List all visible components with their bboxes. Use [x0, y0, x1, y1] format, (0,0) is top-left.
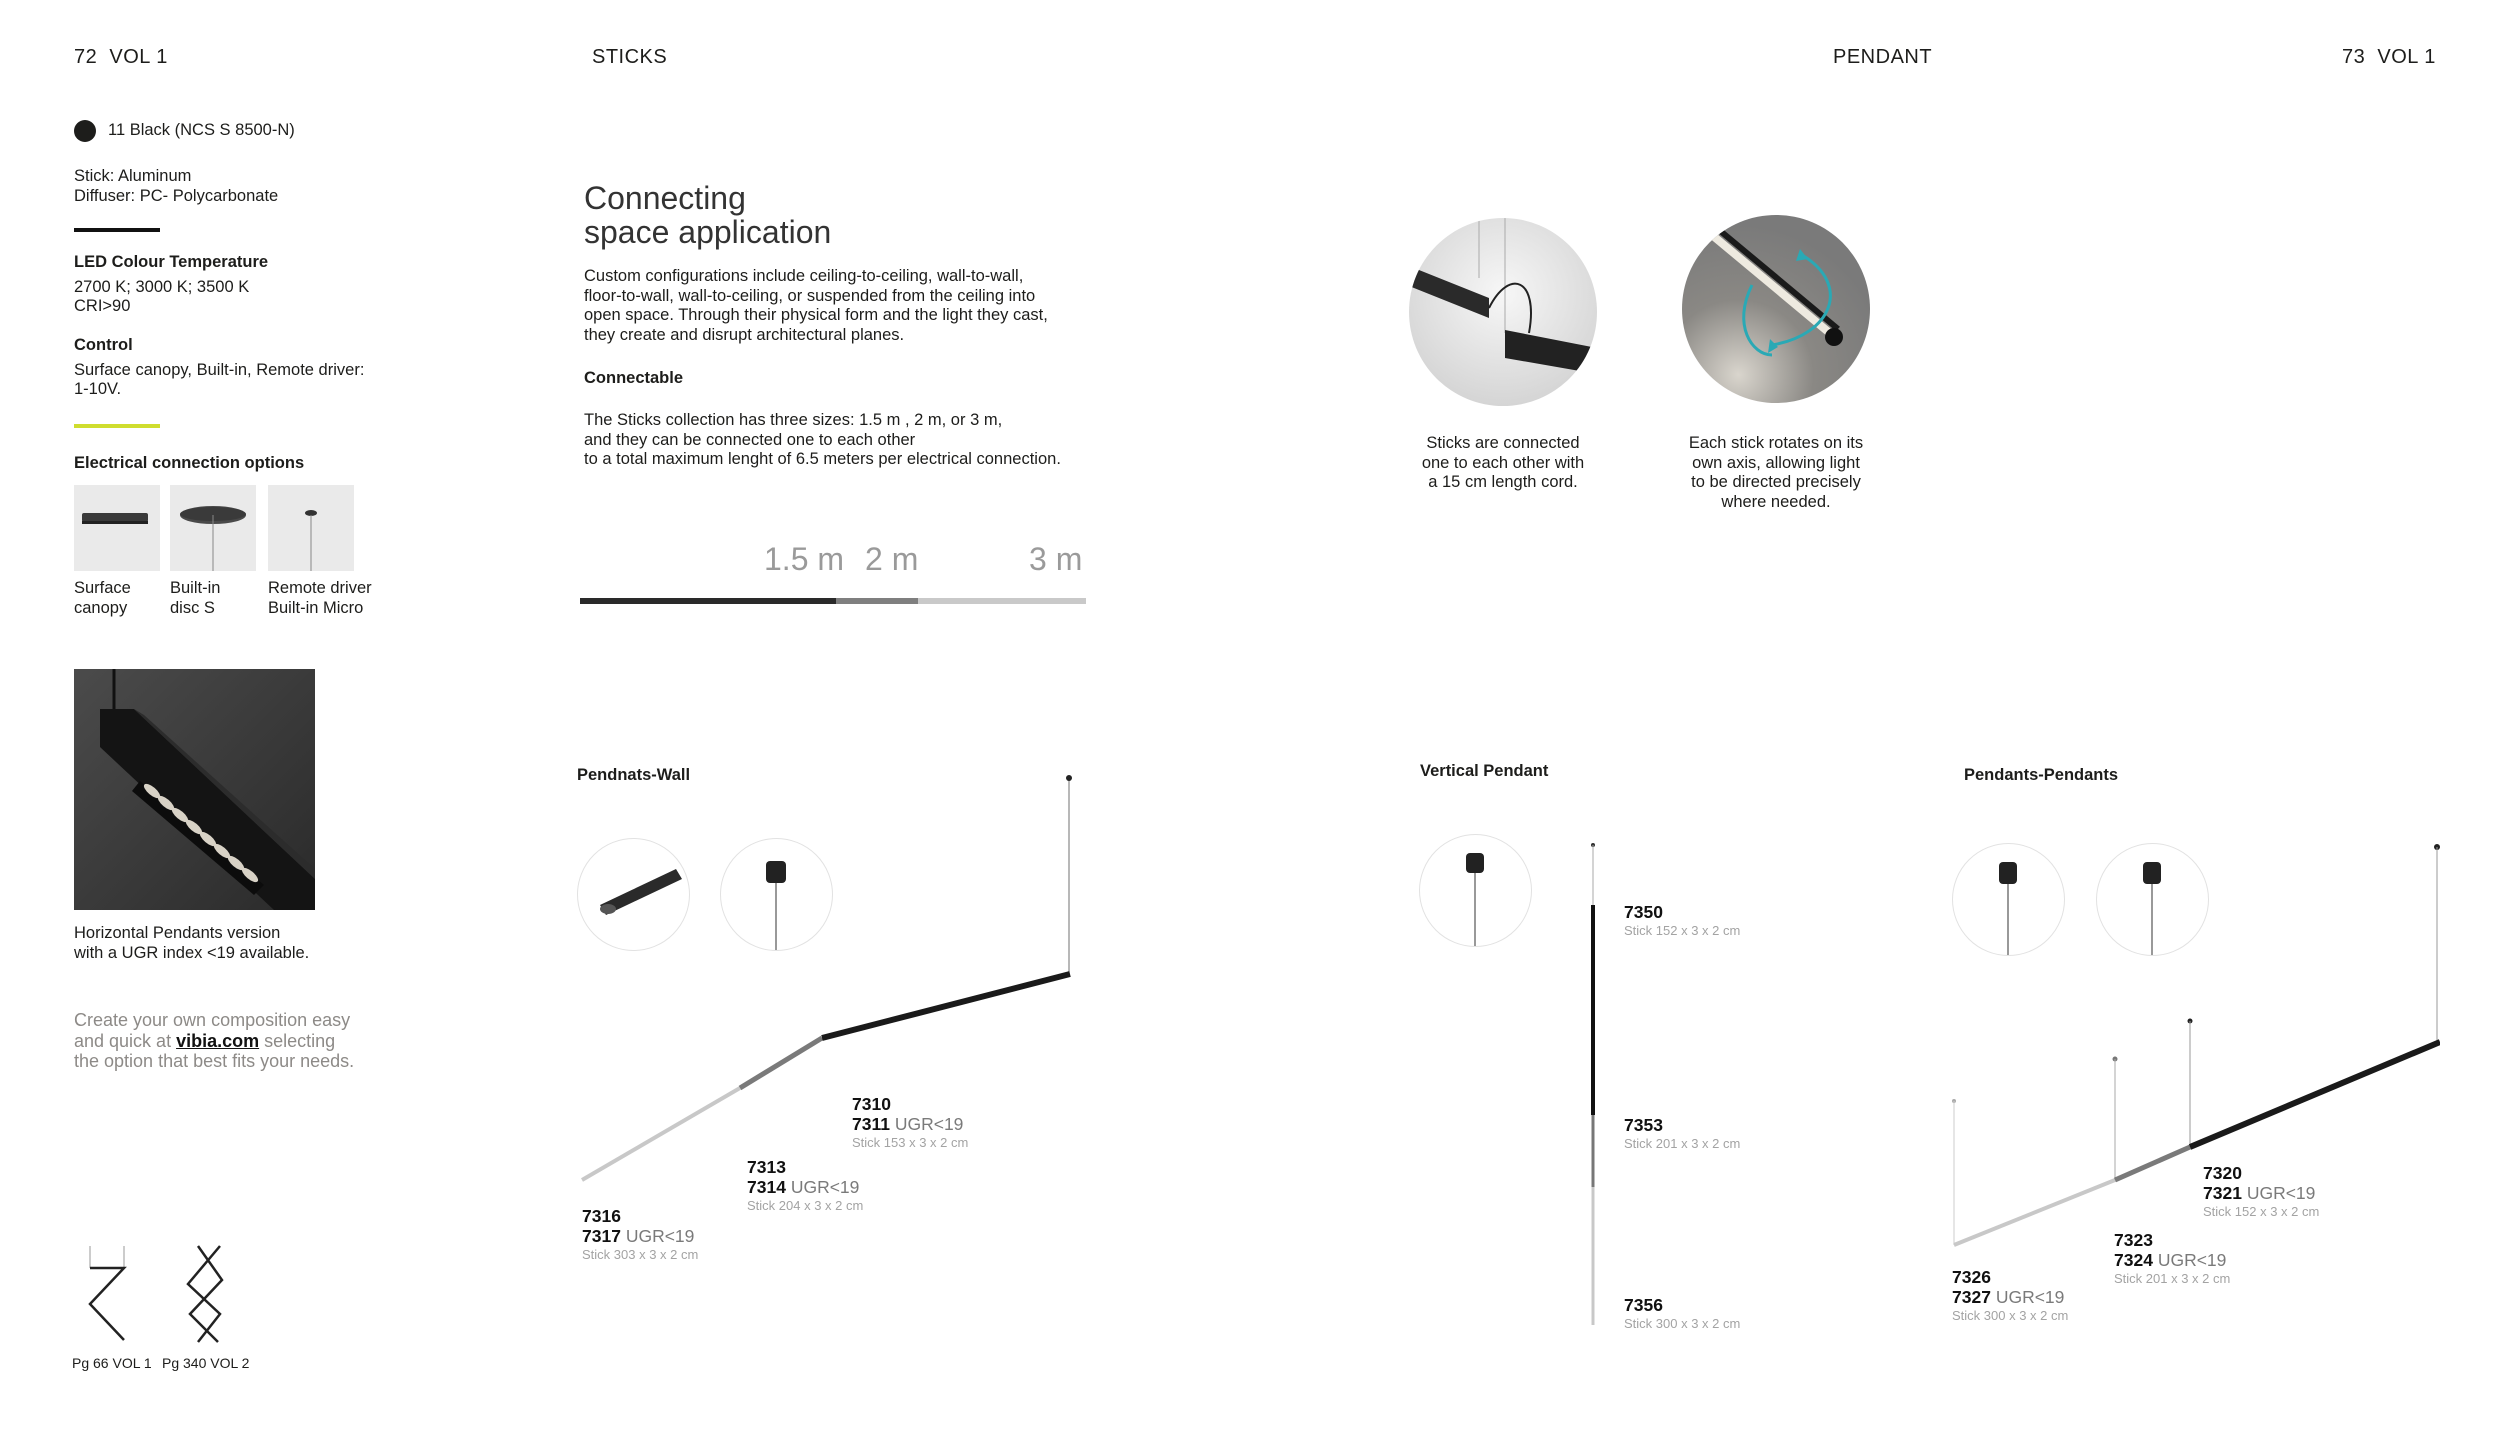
cta-text: Create your own composition easy and quick at vibia.com selecting the option that best fits your needs.	[74, 1010, 355, 1071]
sizes-bar	[580, 598, 1086, 604]
product-dimensions: Stick 201 x 3 x 2 cm	[1624, 1136, 1741, 1151]
ugr-label: UGR<19	[625, 1226, 695, 1246]
right-page-number: 73 VOL 1	[2342, 46, 2436, 68]
product-7316	[582, 1206, 698, 1264]
material-stick: Stick: Aluminum	[74, 167, 192, 185]
ugr-product-photo	[74, 669, 315, 910]
product-code: 7320	[2203, 1163, 2242, 1183]
vertical-pendant-heading: Vertical Pendant	[1420, 762, 1549, 780]
color-swatch	[74, 120, 96, 142]
product-code: 7313	[747, 1157, 786, 1177]
ugr-label: UGR<19	[2157, 1250, 2227, 1270]
product-code: 7310	[852, 1094, 891, 1114]
product-7310	[852, 1094, 968, 1152]
option-label-built-in-disc: Built-in disc S	[170, 579, 221, 617]
product-7323	[2114, 1230, 2230, 1288]
product-code: 7350	[1624, 902, 1663, 922]
product-7326	[1952, 1267, 2068, 1325]
intro-title: Connecting space application	[584, 180, 832, 250]
materials	[74, 167, 278, 206]
control-section	[74, 336, 394, 400]
vertical-pendant-diagram	[1580, 835, 1610, 1335]
size-label-3m: 3 m	[1029, 541, 1083, 577]
product-dimensions: Stick 303 x 3 x 2 cm	[582, 1247, 699, 1262]
connectable-text: The Sticks collection has three sizes: 1.5 m , 2 m, or 3 m, and they can be connected one to each other to a total maximum lenght of 6.5 meters per electrical connection.	[584, 411, 1061, 468]
product-7356	[1624, 1295, 1740, 1333]
control-values: Surface canopy, Built-in, Remote driver: 1-10V.	[74, 360, 365, 398]
product-7320	[2203, 1163, 2319, 1221]
ugr-label: UGR<19	[894, 1114, 964, 1134]
option-label-surface-canopy: Surface canopy	[74, 579, 131, 617]
ugr-label: UGR<19	[2246, 1183, 2316, 1203]
size-label-1-5m: 1.5 m	[764, 541, 845, 577]
product-code-ugr: 7324	[2114, 1250, 2153, 1270]
product-dimensions: Stick 204 x 3 x 2 cm	[747, 1198, 864, 1213]
product-code-ugr: 7311	[852, 1114, 890, 1134]
built-in-disc-image	[170, 485, 256, 571]
connectable-heading: Connectable	[584, 369, 684, 387]
led-values: 2700 K; 3000 K; 3500 K	[74, 277, 250, 296]
reference-zigzag-icon	[84, 1244, 134, 1344]
ugr-note: Horizontal Pendants version with a UGR index <19 available.	[74, 924, 310, 962]
rotation-detail-photo	[1682, 215, 1870, 403]
rotate-caption: Each stick rotates on its own axis, allowing light to be directed precisely where needed.	[1688, 434, 1864, 511]
product-code: 7323	[2114, 1230, 2153, 1250]
size-label-2m: 2 m	[865, 541, 919, 577]
product-7353	[1624, 1115, 1740, 1153]
product-code-ugr: 7317	[582, 1226, 621, 1246]
connector-detail-photo	[1409, 218, 1597, 406]
ugr-label: UGR<19	[1995, 1287, 2065, 1307]
product-dimensions: Stick 152 x 3 x 2 cm	[1624, 923, 1741, 938]
product-dimensions: Stick 153 x 3 x 2 cm	[852, 1135, 969, 1150]
right-section-title: PENDANT	[1833, 46, 1933, 68]
led-heading: LED Colour Temperature	[74, 253, 269, 271]
product-code: 7353	[1624, 1115, 1663, 1135]
electrical-heading: Electrical connection options	[74, 454, 305, 472]
control-heading: Control	[74, 336, 133, 354]
size-bar-3m	[918, 598, 1086, 604]
left-section-title: STICKS	[592, 46, 668, 68]
product-code-ugr: 7314	[747, 1177, 786, 1197]
product-7350	[1624, 902, 1740, 940]
surface-canopy-image	[74, 485, 160, 571]
intro-paragraph: Custom configurations include ceiling-to-ceiling, wall-to-wall, floor-to-wall, wall-to-ceiling, or suspended from the ceiling into open space. Through their physical form and the light they cast, they create and disrupt architectural planes.	[584, 267, 1048, 344]
divider-yellow	[74, 424, 160, 428]
product-dimensions: Stick 152 x 3 x 2 cm	[2203, 1204, 2320, 1219]
product-dimensions: Stick 201 x 3 x 2 cm	[2114, 1271, 2231, 1286]
product-dimensions: Stick 300 x 3 x 2 cm	[1624, 1316, 1741, 1331]
product-code: 7326	[1952, 1267, 1991, 1287]
remote-driver-image	[268, 485, 354, 571]
product-7313	[747, 1157, 863, 1215]
pendants-wall-diagram	[570, 770, 1080, 1200]
led-section	[74, 253, 268, 317]
pendants-wall-heading: Pendnats-Wall	[577, 766, 691, 784]
vibia-link[interactable]: vibia.com	[176, 1030, 260, 1051]
reference-cross-icon	[180, 1244, 230, 1344]
size-bar-1-5m	[580, 598, 836, 604]
material-diffuser: Diffuser: PC- Polycarbonate	[74, 186, 279, 205]
pendants-pendants-heading: Pendants-Pendants	[1964, 766, 2119, 784]
reference-page-1: Pg 66 VOL 1	[72, 1355, 152, 1371]
ugr-label: UGR<19	[790, 1177, 860, 1197]
pendants-pendants-diagram	[1940, 835, 2440, 1255]
product-code: 7316	[582, 1206, 621, 1226]
vertical-canopy-icon	[1419, 834, 1532, 947]
reference-page-2: Pg 340 VOL 2	[162, 1355, 250, 1371]
option-label-remote-driver: Remote driver Built-in Micro	[268, 579, 372, 617]
connect-caption: Sticks are connected one to each other with a 15 cm length cord.	[1421, 434, 1585, 491]
led-cri: CRI>90	[74, 297, 131, 315]
color-label: 11 Black (NCS S 8500-N)	[108, 121, 295, 139]
left-page-number: 72 VOL 1	[74, 46, 168, 68]
product-code-ugr: 7321	[2203, 1183, 2242, 1203]
product-dimensions: Stick 300 x 3 x 2 cm	[1952, 1308, 2069, 1323]
product-code-ugr: 7327	[1952, 1287, 1991, 1307]
size-bar-2m	[836, 598, 918, 604]
divider-black	[74, 228, 160, 232]
product-code: 7356	[1624, 1295, 1663, 1315]
